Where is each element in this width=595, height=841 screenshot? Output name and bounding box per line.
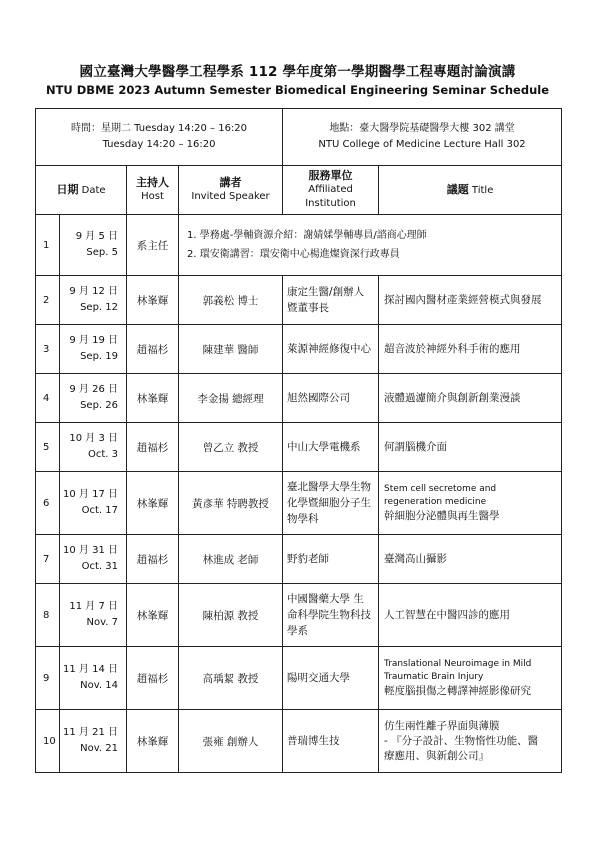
row-number: 1: [36, 215, 60, 276]
unit-line: 普瑞博生技: [287, 735, 340, 747]
unit-line: 野豹老師: [287, 553, 330, 565]
date-zh: 11 月 14 日: [63, 664, 118, 675]
row-unit: [283, 584, 379, 647]
unit-line: 學系: [287, 625, 309, 637]
info-row: [36, 109, 562, 166]
note-line: 1. 學務處-學輔資源介紹：謝婧媃學輔專員/諮商心理師: [187, 230, 427, 241]
row-date: [60, 325, 127, 374]
row-number: 7: [36, 535, 60, 584]
row-host: 林峯輝: [127, 584, 179, 647]
unit-line: 命科學院生物科技: [287, 609, 372, 621]
date-zh: 10 月 17 日: [63, 489, 118, 500]
row-number: 2: [36, 276, 60, 325]
table-row: [36, 710, 562, 773]
row-number: 3: [36, 325, 60, 374]
row-speaker: 陳建華 醫師: [179, 325, 283, 374]
unit-line: 康定生醫/創辦人: [287, 286, 365, 298]
title-en-line: Traumatic Brain Injury: [384, 671, 484, 682]
row-speaker: 陳柏源 教授: [179, 584, 283, 647]
date-zh: 10 月 31 日: [63, 545, 118, 556]
row-number: 9: [36, 647, 60, 710]
date-en: Oct. 31: [81, 561, 118, 572]
date-en: Oct. 3: [87, 449, 118, 460]
row-date: [60, 472, 127, 535]
row-speaker: 黃彥華 特聘教授: [179, 472, 283, 535]
row-title: [379, 535, 562, 584]
title-line: 液體過濾簡介與創新創業漫談: [384, 391, 521, 404]
date-zh: 9 月 5 日: [75, 231, 118, 242]
row-date: [60, 374, 127, 423]
date-en: Sep. 19: [80, 351, 118, 362]
table-row: [36, 647, 562, 710]
date-en: Sep. 12: [80, 302, 118, 313]
row-speaker: 高瑀絜 教授: [179, 647, 283, 710]
unit-line: 中國醫藥大學 生: [287, 593, 364, 605]
title-en-line: Translational Neuroimage in Mild: [384, 658, 532, 669]
row-date: [60, 584, 127, 647]
row-title: [379, 423, 562, 472]
row-title: [379, 584, 562, 647]
row-date: [60, 535, 127, 584]
place-line-2: NTU College of Medicine Lecture Hall 302: [318, 139, 526, 150]
date-zh: 9 月 26 日: [69, 384, 118, 395]
title-line: 人工智慧在中醫四診的應用: [384, 608, 511, 621]
table-row: [36, 215, 562, 276]
date-en: Oct. 17: [81, 505, 118, 516]
row-date: [60, 276, 127, 325]
row-host: 趙福杉: [127, 535, 179, 584]
row-title: [379, 325, 562, 374]
row-notes: [179, 215, 562, 276]
time-info: [36, 109, 283, 166]
date-zh: 9 月 19 日: [69, 335, 118, 346]
unit-line: 化學暨細胞分子生: [287, 497, 372, 509]
row-number: 6: [36, 472, 60, 535]
unit-line: 物學科: [287, 513, 319, 525]
row-number: 4: [36, 374, 60, 423]
table-row: [36, 276, 562, 325]
date-zh: 11 月 21 日: [63, 727, 118, 738]
page-title-en: NTU DBME 2023 Autumn Semester Biomedical Engineering Seminar Schedule: [45, 83, 550, 97]
unit-line: 萊源神經修復中心: [287, 343, 372, 355]
row-speaker: 郭義松 博士: [179, 276, 283, 325]
table-row: [36, 584, 562, 647]
row-unit: [283, 276, 379, 325]
place-info: [283, 109, 562, 166]
page-title-zh: 國立臺灣大學醫學工程學系 112 學年度第一學期醫學工程專題討論演講: [79, 64, 516, 80]
row-host: 趙福杉: [127, 647, 179, 710]
place-line-1: 地點：臺大醫學院基礎醫學大樓 302 講堂: [329, 123, 515, 134]
note-line: 2. 環安衛講習：環安衛中心楊進燦資深行政專員: [187, 249, 400, 260]
row-date: [60, 647, 127, 710]
row-host: 林峯輝: [127, 472, 179, 535]
row-host: 林峯輝: [127, 276, 179, 325]
row-speaker: 李金揚 總經理: [179, 374, 283, 423]
row-host: 趙福杉: [127, 423, 179, 472]
date-en: Sep. 26: [80, 400, 118, 411]
date-en: Sep. 5: [86, 247, 118, 258]
row-unit: [283, 710, 379, 773]
col-date: 日期 Date: [36, 166, 127, 215]
header-row: [36, 166, 562, 215]
row-unit: [283, 374, 379, 423]
row-host: 林峯輝: [127, 710, 179, 773]
row-title: [379, 472, 562, 535]
row-date: [60, 423, 127, 472]
row-host: 系主任: [127, 215, 179, 276]
col-title: 議題 Title: [379, 166, 562, 215]
row-title: [379, 647, 562, 710]
row-speaker: 曾乙立 教授: [179, 423, 283, 472]
unit-line: 陽明交通大學: [287, 672, 351, 684]
row-unit: [283, 535, 379, 584]
col-speaker: 講者 Invited Speaker: [179, 166, 283, 215]
table-row: [36, 535, 562, 584]
title-line: 探討國內醫材產業經營模式與發展: [384, 293, 542, 306]
row-date: [60, 710, 127, 773]
date-en: Nov. 7: [86, 617, 118, 628]
row-speaker: 林進成 老師: [179, 535, 283, 584]
row-date: [60, 215, 127, 276]
row-title: [379, 374, 562, 423]
row-number: 10: [36, 710, 60, 773]
table-row: [36, 472, 562, 535]
row-host: 林峯輝: [127, 374, 179, 423]
title-line: 超音波於神經外科手術的應用: [384, 342, 521, 355]
title-line: 幹細胞分泌體與再生醫學: [384, 509, 500, 522]
date-en: Nov. 14: [80, 680, 118, 691]
row-unit: [283, 423, 379, 472]
title-line: 仿生兩性離子界面與薄膜: [384, 719, 500, 732]
row-number: 5: [36, 423, 60, 472]
table-row: [36, 423, 562, 472]
date-en: Nov. 21: [80, 743, 118, 754]
col-host: 主持人 Host: [127, 166, 179, 215]
schedule-body: [36, 109, 562, 773]
title-en-line: regeneration medicine: [384, 496, 487, 507]
unit-line: 暨董事長: [287, 302, 330, 314]
date-zh: 11 月 7 日: [69, 601, 118, 612]
time-line-1: 時間：星期二 Tuesday 14:20 – 16:20: [71, 123, 248, 134]
unit-line: 旭然國際公司: [287, 392, 351, 404]
title-line: 輕度腦損傷之轉譯神經影像研究: [384, 684, 532, 697]
row-unit: [283, 472, 379, 535]
row-unit: [283, 647, 379, 710]
row-speaker: 張雍 創辦人: [179, 710, 283, 773]
col-unit: 服務單位 Affiliated Institution: [283, 166, 379, 215]
row-number: 8: [36, 584, 60, 647]
unit-line: 中山大學電機系: [287, 441, 361, 453]
title-line: 療應用、與新創公司』: [384, 749, 490, 762]
row-title: [379, 276, 562, 325]
table-row: [36, 374, 562, 423]
title-en-line: Stem cell secretome and: [384, 483, 497, 494]
date-zh: 10 月 3 日: [69, 433, 118, 444]
table-row: [36, 325, 562, 374]
seminar-schedule-table: [35, 108, 562, 773]
title-line: 何謂腦機介面: [384, 440, 448, 453]
time-line-2: Tuesday 14:20 – 16:20: [102, 139, 216, 150]
row-host: 趙福杉: [127, 325, 179, 374]
row-title: [379, 710, 562, 773]
row-unit: [283, 325, 379, 374]
title-line: - 『分子設計、生物惰性功能、醫: [384, 734, 539, 747]
date-zh: 9 月 12 日: [69, 286, 118, 297]
unit-line: 臺北醫學大學生物: [287, 481, 372, 493]
title-line: 臺灣高山攝影: [384, 552, 448, 565]
